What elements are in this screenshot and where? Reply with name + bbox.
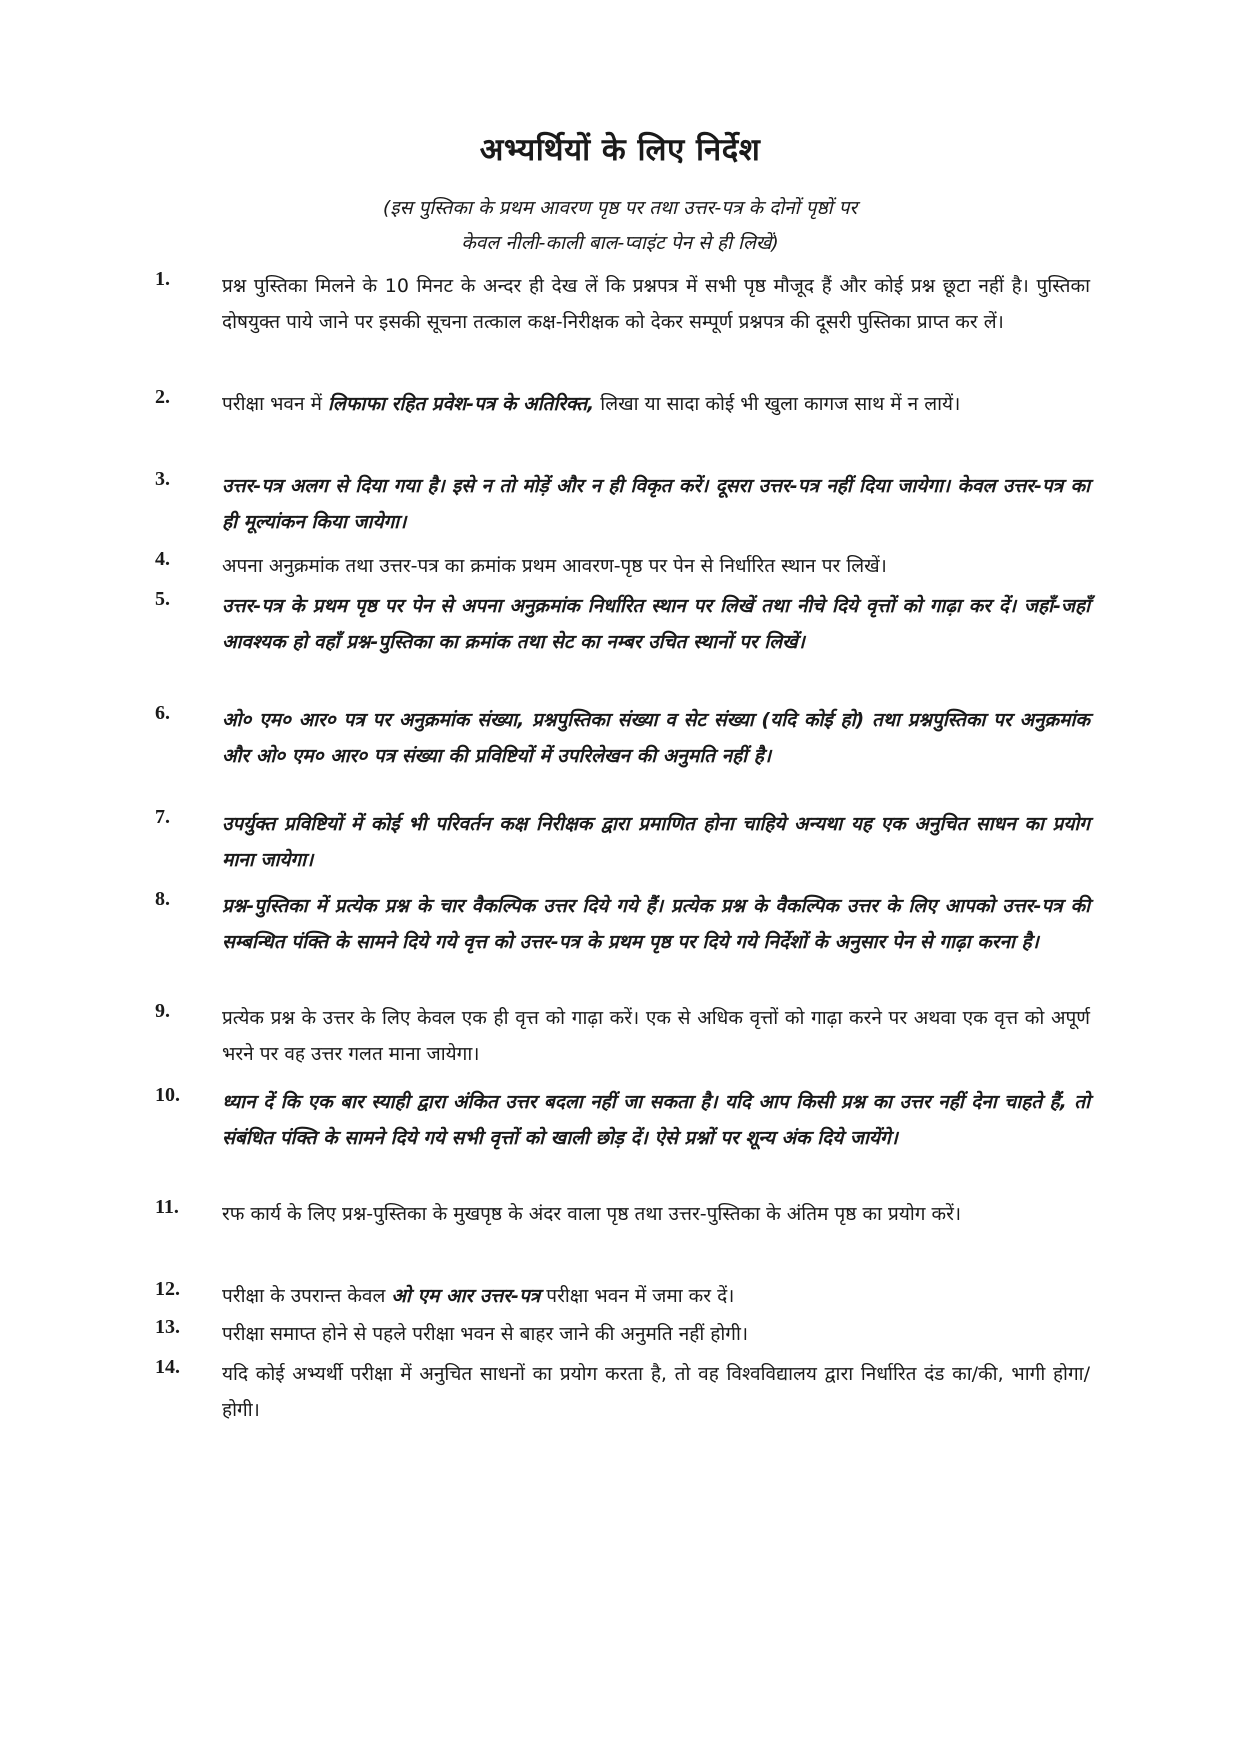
instruction-number: 12. [155, 1278, 180, 1300]
instruction-number: 7. [155, 806, 170, 828]
instruction-number: 3. [155, 468, 170, 490]
instruction-text: परीक्षा समाप्त होने से पहले परीक्षा भवन से बाहर जाने की अनुमति नहीं होगी। [222, 1323, 749, 1345]
instruction-text: उपर्युक्त प्रविष्टियों में कोई भी परिवर्तन कक्ष निरीक्षक द्वारा प्रमाणित होना चाहिये अन्यथा यह एक अनुचित साधन का प्रयोग माना जायेगा। [222, 813, 1090, 871]
instruction-emphasis: लिफाफा रहित प्रवेश-पत्र के अतिरिक्त, [327, 393, 595, 415]
instruction-number: 9. [155, 1000, 170, 1022]
instruction-text: ओ० एम० आर० पत्र पर अनुक्रमांक संख्या, प्रश्नपुस्तिका संख्या व सेट संख्या (यदि कोई हो) तथा प्रश्नपुस्तिका पर अनुक्रमांक और ओ० एम० आर० पत्र संख्या की प्रविष्टियों में उपरिलेखन की अनुमति नहीं है। [222, 709, 1090, 767]
instruction-text-part: लिखा या सादा कोई भी खुला कागज साथ में न लायें। [594, 393, 961, 415]
instruction-number: 1. [155, 268, 170, 290]
instruction-number: 4. [155, 548, 170, 570]
subtitle-line-1: (इस पुस्तिका के प्रथम आवरण पृष्ठ पर तथा उत्तर-पत्र के दोनों पृष्ठों पर [382, 197, 858, 219]
instruction-text [222, 386, 1090, 422]
instruction-text: प्रश्न पुस्तिका मिलने के 10 मिनट के अन्दर ही देख लें कि प्रश्नपत्र में सभी पृष्ठ मौजूद हैं और कोई प्रश्न छूटा नहीं है। पुस्तिका दोषयुक्त पाये जाने पर इसकी सूचना तत्काल कक्ष-निरीक्षक को देकर सम्पूर्ण प्रश्नपत्र की दूसरी पुस्तिका प्राप्त कर लें। [222, 275, 1090, 333]
instruction-text-part: परीक्षा भवन में जमा कर दें। [540, 1285, 735, 1307]
instruction-number: 8. [155, 888, 170, 910]
instruction-text: ध्यान दें कि एक बार स्याही द्वारा अंकित उत्तर बदला नहीं जा सकता है। यदि आप किसी प्रश्न का उत्तर नहीं देना चाहते हैं, तो संबंधित पंक्ति के सामने दिये गये सभी वृत्तों को खाली छोड़ दें। ऐसे प्रश्नों पर शून्य अंक दिये जायेंगे। [222, 1091, 1090, 1149]
instruction-number: 6. [155, 702, 170, 724]
instruction-text: उत्तर-पत्र के प्रथम पृष्ठ पर पेन से अपना अनुक्रमांक निर्धारित स्थान पर लिखें तथा नीचे दिये वृत्तों को गाढ़ा कर दें। जहाँ-जहाँ आवश्यक हो वहाँ प्रश्न-पुस्तिका का क्रमांक तथा सेट का नम्बर उचित स्थानों पर लिखें। [222, 595, 1090, 653]
page-title: अभ्यर्थियों के लिए निर्देश [479, 132, 761, 168]
instruction-number: 13. [155, 1316, 180, 1338]
instruction-number: 5. [155, 588, 170, 610]
instruction-text-part: परीक्षा भवन में [222, 393, 328, 415]
instruction-text: यदि कोई अभ्यर्थी परीक्षा में अनुचित साधनों का प्रयोग करता है, तो वह विश्वविद्यालय द्वारा निर्धारित दंड का/की, भागी होगा/होगी। [222, 1363, 1090, 1421]
instruction-text-part: परीक्षा के उपरान्त केवल [222, 1285, 392, 1307]
instruction-text: अपना अनुक्रमांक तथा उत्तर-पत्र का क्रमांक प्रथम आवरण-पृष्ठ पर पेन से निर्धारित स्थान पर लिखें। [222, 555, 887, 577]
instruction-number: 11. [155, 1196, 179, 1218]
instruction-text [222, 1278, 1090, 1314]
instruction-number: 2. [155, 386, 170, 408]
instruction-number: 14. [155, 1356, 180, 1378]
instruction-number: 10. [155, 1084, 180, 1106]
instruction-emphasis: ओ एम आर उत्तर-पत्र [391, 1285, 541, 1307]
instruction-text: उत्तर-पत्र अलग से दिया गया है। इसे न तो मोड़ें और न ही विकृत करें। दूसरा उत्तर-पत्र नहीं दिया जायेगा। केवल उत्तर-पत्र का ही मूल्यांकन किया जायेगा। [222, 475, 1090, 533]
instruction-text: प्रत्येक प्रश्न के उत्तर के लिए केवल एक ही वृत्त को गाढ़ा करें। एक से अधिक वृत्तों को गाढ़ा करने पर अथवा एक वृत्त को अपूर्ण भरने पर वह उत्तर गलत माना जायेगा। [222, 1007, 1090, 1065]
instruction-text: रफ कार्य के लिए प्रश्न-पुस्तिका के मुखपृष्ठ के अंदर वाला पृष्ठ तथा उत्तर-पुस्तिका के अंतिम पृष्ठ का प्रयोग करें। [222, 1203, 962, 1225]
instruction-text: प्रश्न-पुस्तिका में प्रत्येक प्रश्न के चार वैकल्पिक उत्तर दिये गये हैं। प्रत्येक प्रश्न के वैकल्पिक उत्तर के लिए आपको उत्तर-पत्र की सम्बन्धित पंक्ति के सामने दिये गये वृत्त को उत्तर-पत्र के प्रथम पृष्ठ पर दिये गये निर्देशों के अनुसार पेन से गाढ़ा करना है। [222, 895, 1090, 953]
subtitle-line-2: केवल नीली-काली बाल-प्वाइंट पेन से ही लिखें) [461, 232, 779, 254]
